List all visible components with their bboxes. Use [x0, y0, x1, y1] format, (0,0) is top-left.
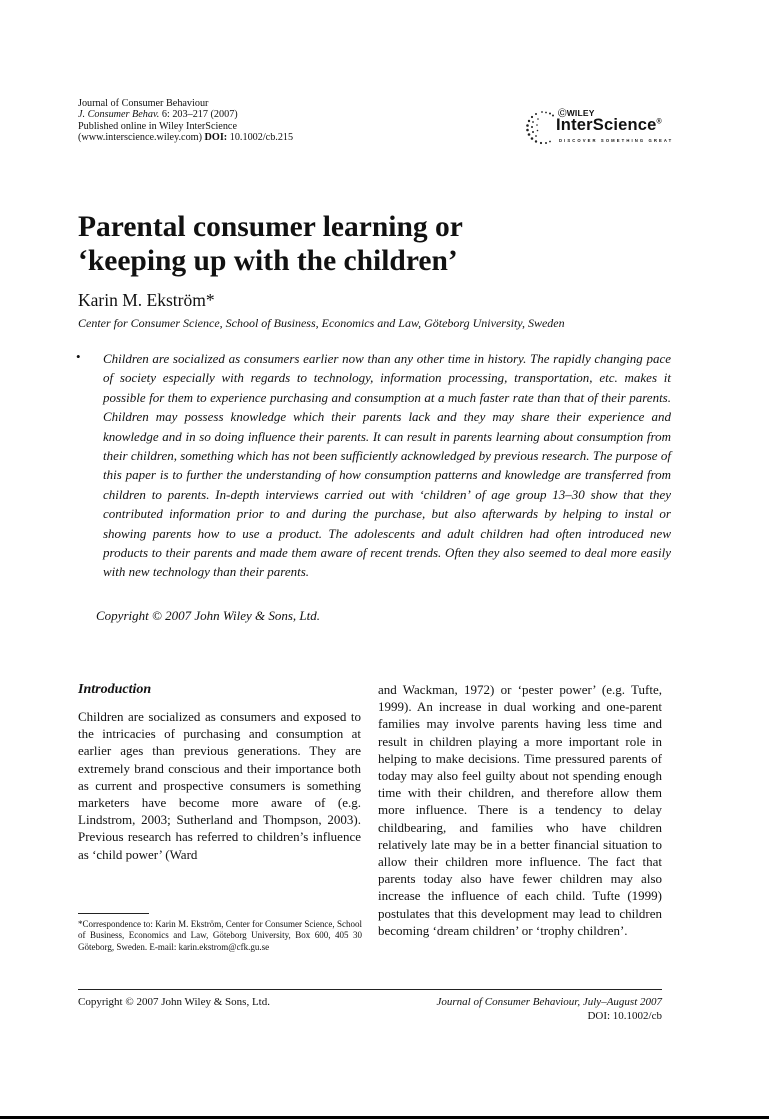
wiley-wordmark: ⒸWILEY — [558, 108, 595, 118]
left-column — [78, 682, 361, 863]
brand-name: InterScience — [556, 116, 657, 134]
citation-rest: 6: 203–217 (2007) — [159, 109, 238, 121]
title-line-2: ‘keeping up with the children’ — [78, 245, 458, 277]
footnote-rule — [78, 913, 149, 914]
intro-paragraph-right: and Wackman, 1972) or ‘pester power’ (e.g. Tufte, 1999). An increase in dual working and one-parent families may involve parents having less time and result in children playing a more important role in helping to make decisions. Time pressured parents of today may also feel guilty about not spending enough time with their children, and therefore allow them more influence. There is a tendency to delay childbearing, and families who have children relatively late may be in a better financial situation to allow their children more influence. The fact that parents today also have fewer children may also increase the influence of each child. Tufte (1999) postulates that this development may lead to children becoming ‘dream children’ or ‘trophy children’. — [378, 682, 662, 938]
abstract-copyright: Copyright © 2007 John Wiley & Sons, Ltd. — [96, 608, 321, 623]
author-affiliation: Center for Consumer Science, School of Business, Economics and Law, Göteborg University, Sweden — [78, 316, 565, 330]
doi-label: DOI: — [204, 131, 228, 143]
interscience-wordmark: InterScience® — [556, 116, 662, 134]
footer-rule — [78, 989, 662, 990]
citation-abbrev: J. Consumer Behav. — [78, 109, 160, 121]
abstract-text: Children are socialized as consumers earlier now than any other time in history. The rapidly changing pace of society especially with regards to technology, information processing, transportation, etc. makes it possible for them to experience purchasing and consumption at a much faster rate than that of their parents. Children may possess knowledge which their parents lack and they may share their experience and knowledge and in so doing influence their parents. It can result in parents learning about consumption from their children, something which has not been sufficiently acknowledged by previous research. The purpose of this paper is to further the understanding of how consumption patterns and knowledge are transferred from children to parents. In-depth interviews carried out with ‘children’ of age group 13–30 show that they contributed information prior to and during the purchase, but also afterwards by helping to instal or showing parents how to use a product. The adolescents and adult children had often introduced new products to their parents and made them aware of recent trends. Often they also seemed to deal more easily with new technology than their parents. — [103, 351, 671, 580]
intro-paragraph-left: Children are socialized as consumers and exposed to the intricacies of purchasing and consumption at earlier ages than previous generations. They are extremely brand conscious and their importance both as current and prospective consumers is something marketers have become more aware of (e.g. Lindstrom, 2003; Sutherland and Thompson, 2003). Previous research has referred to children’s influence as ‘child power’ (Ward — [78, 709, 361, 862]
journal-name: Journal of Consumer Behaviour — [78, 98, 209, 109]
author-name: Karin M. Ekström* — [78, 290, 215, 310]
published-online: Published online in Wiley InterScience — [78, 120, 237, 132]
publisher-name: WILEY — [566, 108, 595, 118]
journal-url[interactable]: (www.interscience.wiley.com) — [78, 131, 202, 143]
article-title — [78, 210, 718, 278]
url-doi-line — [78, 132, 408, 143]
footer-journal-issue: Journal of Consumer Behaviour, July–August 2007 — [436, 996, 662, 1008]
section-heading-introduction: Introduction — [78, 682, 152, 697]
citation — [78, 109, 408, 120]
wiley-interscience-logo — [525, 107, 685, 149]
correspondence-footnote: *Correspondence to: Karin M. Ekström, Center for Consumer Science, School of Business, Economics and Law, Göteborg University, Box 600, 405 30 Göteborg, Sweden. E-mail: karin.ekstrom@cfk.gu.se — [78, 919, 362, 952]
globe-dots-icon — [525, 110, 557, 146]
abstract-bullet: • — [76, 349, 81, 364]
logo-tagline: DISCOVER SOMETHING GREAT — [559, 138, 674, 143]
article-doi: 10.1002/cb.215 — [227, 131, 294, 143]
footer-doi: DOI: 10.1002/cb — [587, 1010, 662, 1022]
title-line-1: Parental consumer learning or — [78, 211, 463, 243]
right-column — [378, 681, 662, 939]
footer-copyright: Copyright © 2007 John Wiley & Sons, Ltd. — [78, 996, 270, 1008]
journal-info — [78, 98, 408, 143]
